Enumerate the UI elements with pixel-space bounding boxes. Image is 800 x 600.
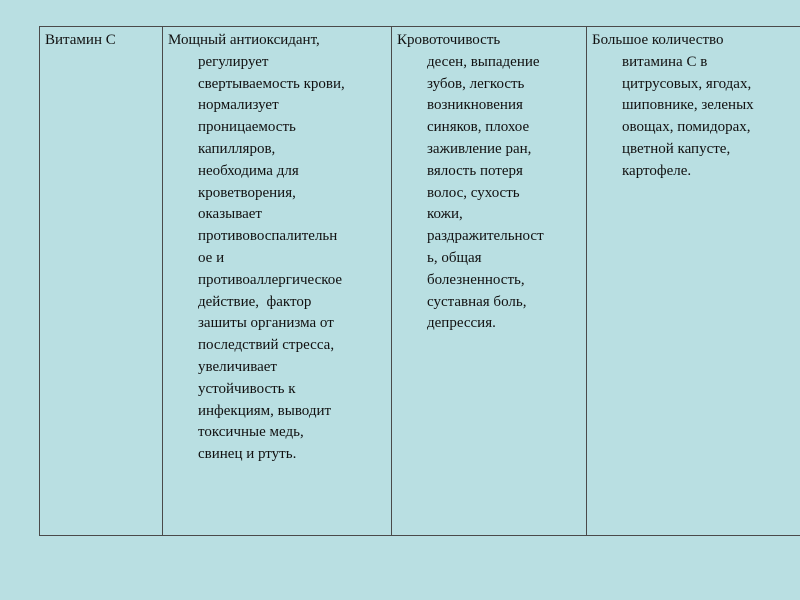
cell-line: проницаемость: [198, 119, 296, 136]
sources-text: [592, 30, 797, 183]
cell-line: увеличивает: [198, 358, 277, 375]
cell-line: кроветворения,: [198, 184, 296, 201]
cell-line: витамина С в: [622, 53, 708, 70]
cell-line: Кровоточивость: [397, 32, 501, 48]
vitamin-table: [39, 26, 800, 536]
cell-line: регулирует: [198, 53, 269, 70]
cell-line: волос, сухость: [427, 184, 520, 201]
cell-line: противоаллергическое: [198, 271, 343, 288]
cell-line: устойчивость к: [198, 380, 296, 397]
cell-line: оказывает: [198, 206, 262, 223]
cell-line: цветной капусте,: [622, 140, 731, 157]
cell-line: цитрусовых, ягодах,: [622, 75, 752, 92]
function-cell: [163, 27, 392, 536]
cell-line: свертываемость крови,: [198, 75, 345, 92]
cell-line: противовоспалительн: [198, 228, 338, 245]
cell-line: заживление ран,: [427, 140, 532, 157]
cell-line: раздражительност: [427, 228, 544, 245]
cell-line: зубов, легкость: [427, 75, 525, 92]
table-row: [40, 27, 800, 536]
cell-line: Большое количество: [592, 32, 724, 48]
cell-line: суставная боль,: [427, 293, 527, 310]
vitamin-name-cell: [40, 27, 163, 536]
cell-line: вялость потеря: [427, 162, 523, 179]
cell-line: нормализует: [198, 97, 279, 114]
cell-line: необходима для: [198, 162, 299, 179]
cell-line: депрессия.: [427, 315, 496, 332]
cell-line: ое и: [198, 249, 225, 266]
cell-line: капилляров,: [198, 140, 276, 157]
deficiency-cell: [392, 27, 587, 536]
cell-line: зашиты организма от: [198, 315, 334, 332]
cell-line: свинец и ртуть.: [198, 446, 297, 463]
cell-line: ь, общая: [427, 249, 482, 266]
cell-line: картофеле.: [622, 162, 692, 179]
cell-line: кожи,: [427, 206, 463, 223]
cell-line: последствий стресса,: [198, 337, 335, 354]
cell-line: Мощный антиоксидант,: [168, 32, 320, 48]
deficiency-text: [397, 30, 581, 335]
cell-line: шиповнике, зеленых: [622, 97, 754, 114]
cell-line: овощах, помидорах,: [622, 119, 751, 136]
cell-line: токсичные медь,: [198, 424, 304, 441]
cell-line: болезненность,: [427, 271, 525, 288]
sources-cell: [587, 27, 800, 536]
cell-line: синяков, плохое: [427, 119, 530, 136]
cell-line: возникновения: [427, 97, 523, 114]
cell-line: десен, выпадение: [427, 53, 540, 70]
function-text: [168, 30, 386, 466]
cell-line: инфекциям, выводит: [198, 402, 332, 419]
vitamin-name: Витамин С: [45, 32, 116, 48]
cell-line: действие, фактор: [198, 293, 312, 310]
